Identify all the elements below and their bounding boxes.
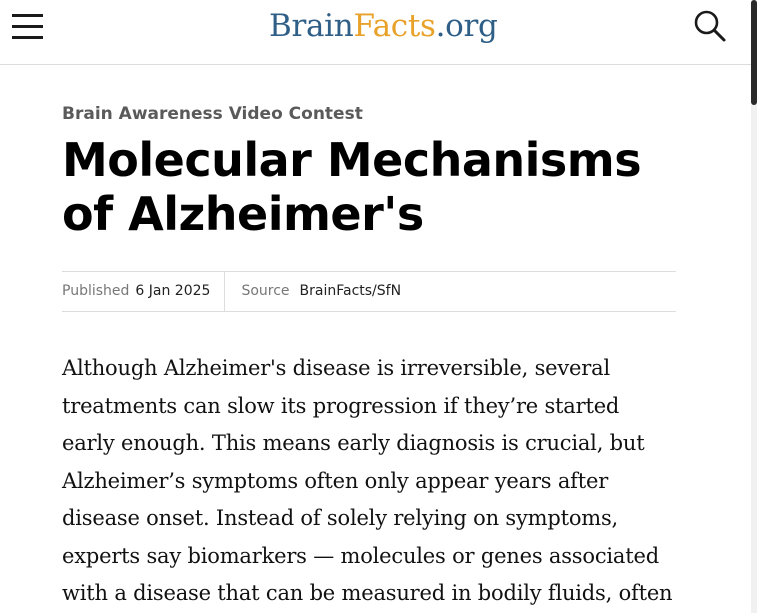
source-label: Source: [241, 283, 290, 299]
article-meta: [62, 271, 676, 312]
search-button[interactable]: [693, 9, 727, 43]
site-header: [0, 0, 751, 65]
article: [62, 100, 676, 605]
article-title: Molecular Mechanisms of Alzheimer's: [62, 133, 642, 241]
scrollbar-thumb[interactable]: [751, 0, 757, 105]
article-category[interactable]: Brain Awareness Video Contest: [62, 104, 363, 124]
hamburger-menu-icon-bar: [12, 14, 43, 17]
logo-brain-text: Brain: [269, 8, 354, 44]
source-value: BrainFacts/SfN: [299, 283, 402, 299]
hamburger-menu-icon-bar: [12, 25, 43, 28]
article-body-paragraph: Although Alzheimer's disease is irreversible, several treatments can slow its progression if they’re started early enough. This means early diagnosis is crucial, but Alzheimer’s symptoms often only appear years after disease onset. Instead of solely relying on symptoms, experts say biomarkers — molecules or genes associated with a disease that can be measured in bodily fluids, often: [62, 356, 673, 605]
logo-tld-text: .org: [435, 8, 498, 44]
brainfacts-logo[interactable]: [269, 6, 498, 46]
logo-facts-text: Facts: [353, 8, 436, 44]
source-info: [225, 272, 401, 311]
hamburger-menu-icon-bar: [12, 36, 43, 39]
scrollbar[interactable]: [751, 0, 757, 613]
published-date: 6 Jan 2025: [135, 283, 211, 299]
published-label: Published: [62, 283, 130, 299]
menu-button[interactable]: [12, 14, 44, 40]
published-info: [62, 272, 225, 311]
search-icon: [693, 9, 727, 43]
